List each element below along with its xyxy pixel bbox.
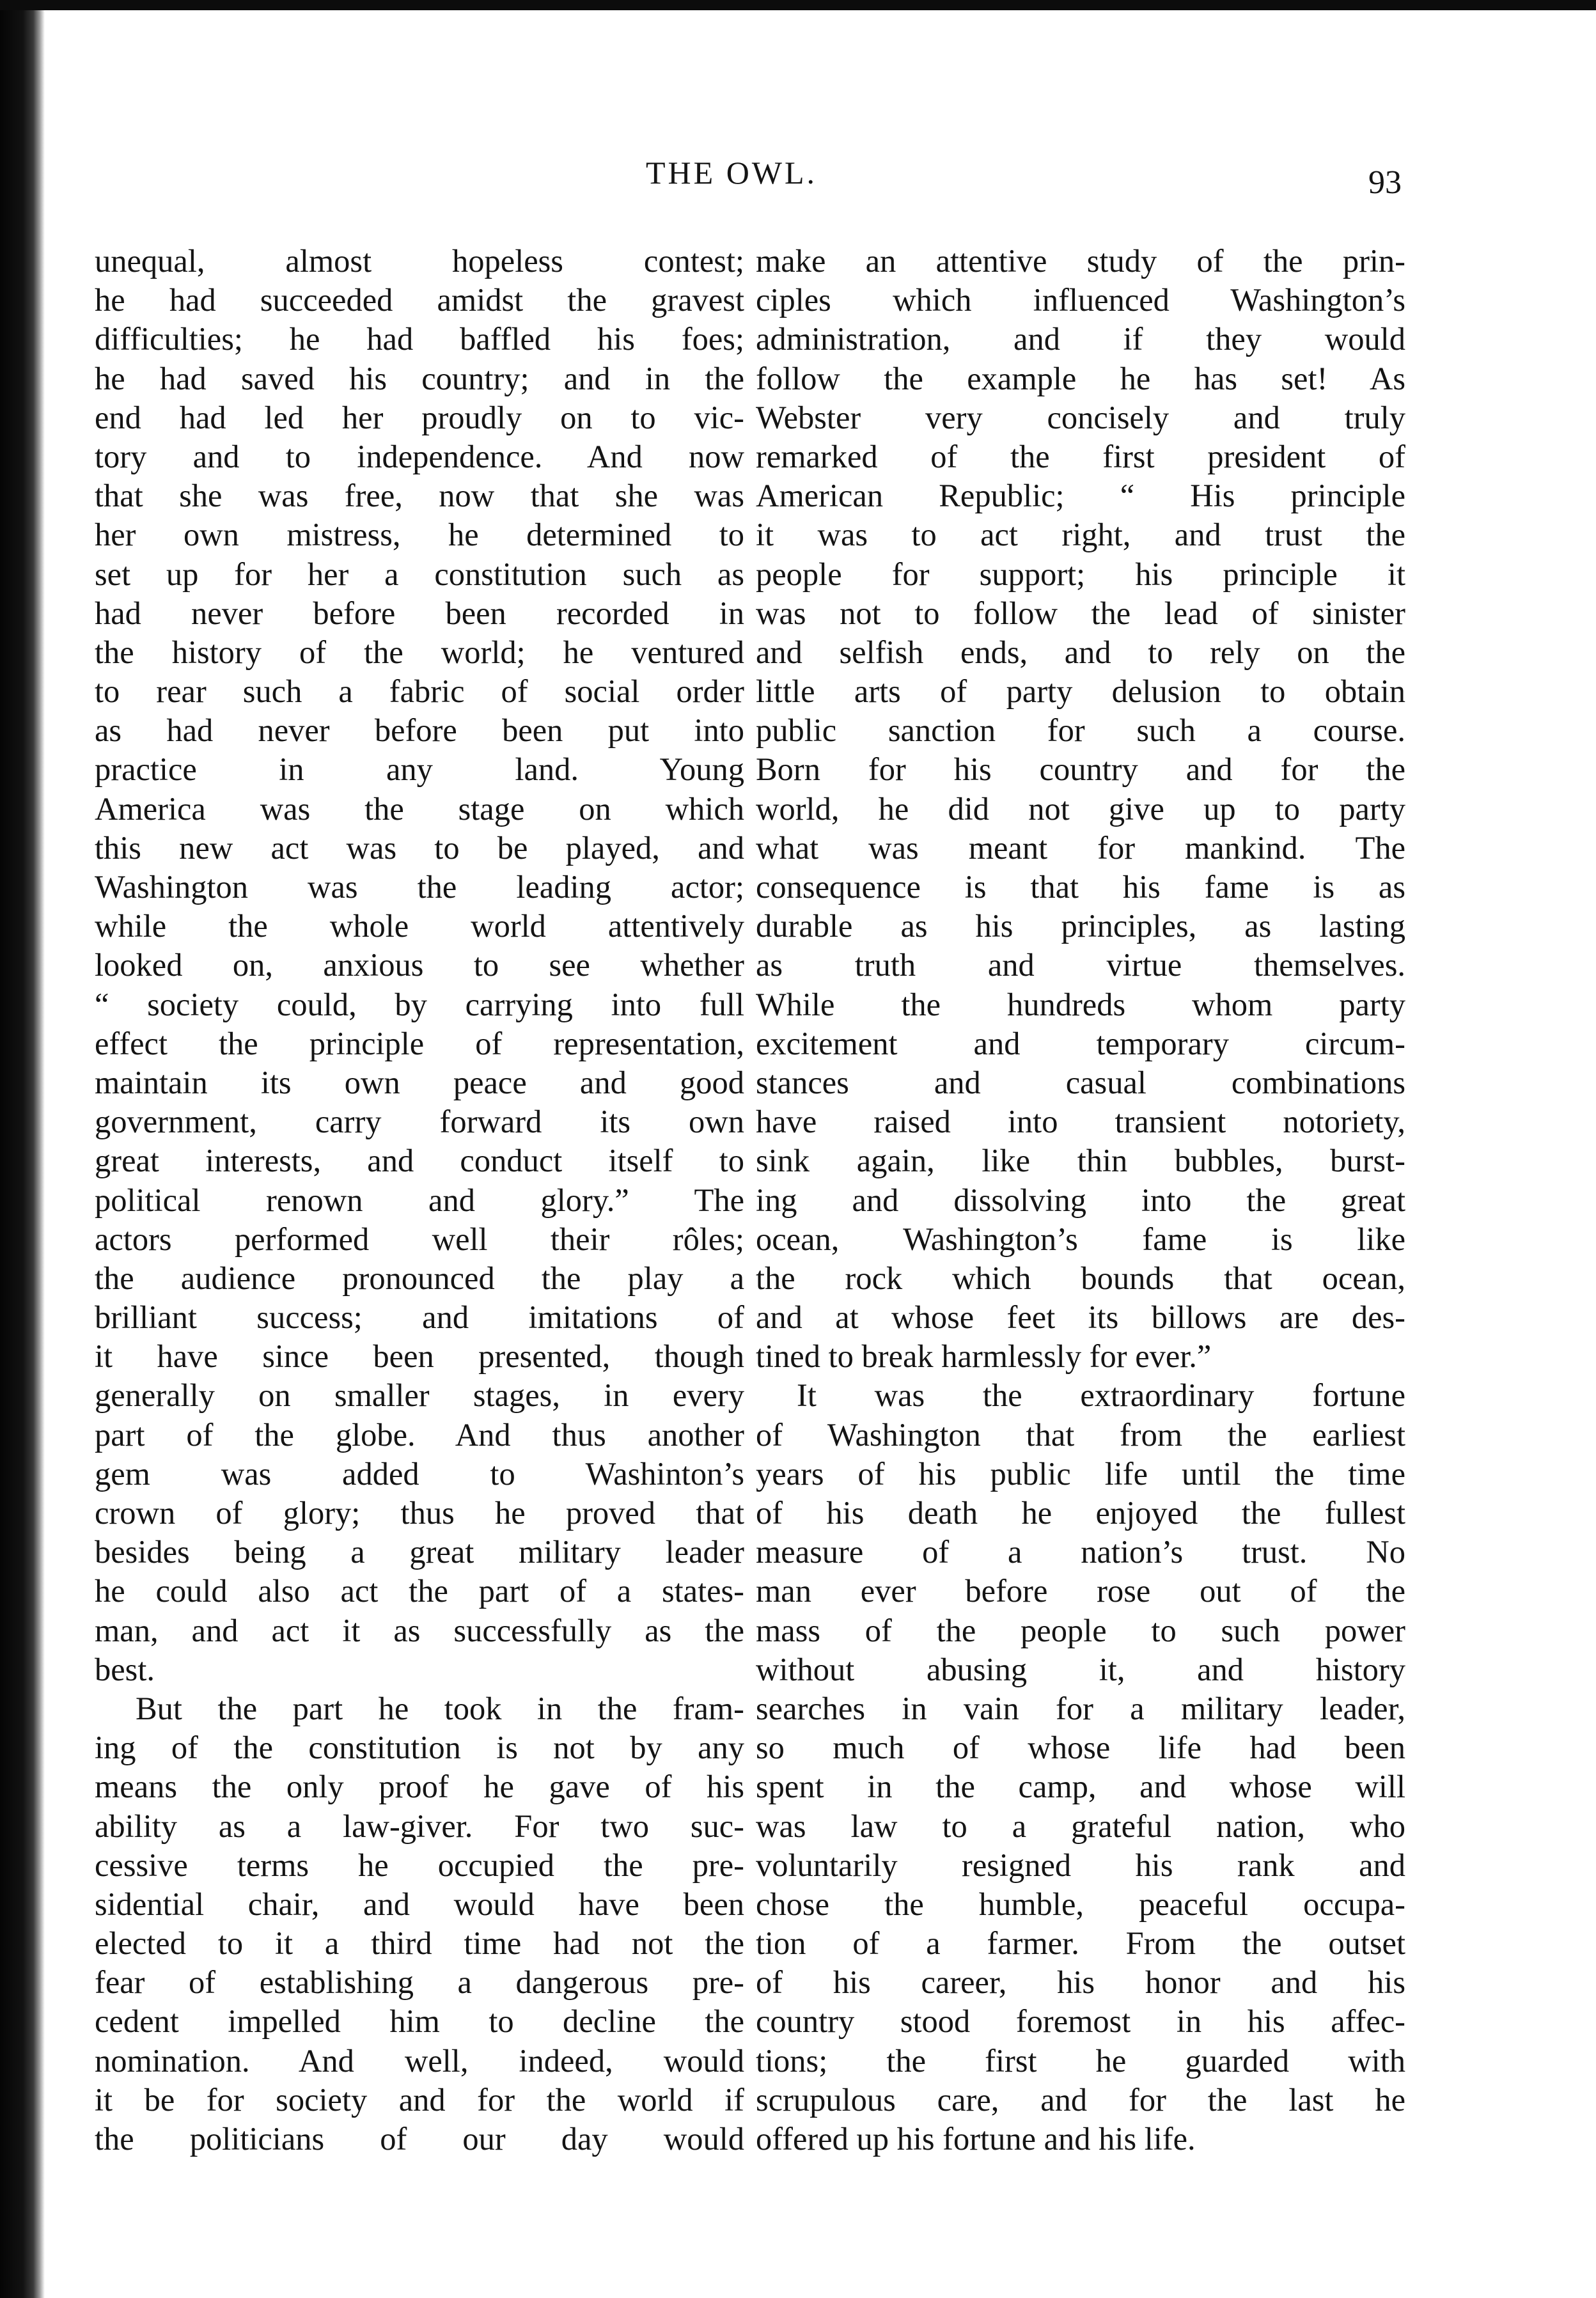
text-line: crown of glory; thus he proved that xyxy=(95,1495,744,1531)
text-line: her own mistress, he determined to xyxy=(95,517,744,553)
text-line: government, carry forward its own xyxy=(95,1104,744,1140)
text-line: people for support; his principle it xyxy=(756,556,1405,592)
text-line: generally on smaller stages, in every xyxy=(95,1377,744,1414)
text-line: what was meant for mankind. The xyxy=(756,829,1405,866)
text-line: American Republic; “ His principle xyxy=(756,478,1405,514)
text-line: and at whose feet its billows are des- xyxy=(756,1299,1405,1336)
text-line: the history of the world; he ventured xyxy=(95,634,744,670)
text-line: ability as a law-giver. For two suc- xyxy=(95,1808,744,1844)
text-column-left xyxy=(95,242,744,2159)
text-line: as had never before been put into xyxy=(95,712,744,749)
text-line: country stood foremost in his affec- xyxy=(756,2003,1405,2040)
text-line: elected to it a third time had not the xyxy=(95,1925,744,1962)
text-line: to rear such a fabric of social order xyxy=(95,673,744,710)
top-edge-rule xyxy=(0,0,1596,10)
text-line: gem was added to Washinton’s xyxy=(95,1455,744,1492)
text-line: the politicians of our day would xyxy=(95,2121,744,2157)
text-line: ocean, Washington’s fame is like xyxy=(756,1221,1405,1257)
text-line: tined to break harmlessly for ever.” xyxy=(756,1338,1212,1375)
text-line: voluntarily resigned his rank and xyxy=(756,1847,1405,1883)
text-line: without abusing it, and history xyxy=(756,1651,1405,1687)
text-line: effect the principle of representation, xyxy=(95,1025,744,1061)
text-line: part of the globe. And thus another xyxy=(95,1416,744,1453)
text-line: nomination. And well, indeed, would xyxy=(95,2042,744,2079)
text-line: had never before been recorded in xyxy=(95,595,744,631)
text-line: as truth and virtue themselves. xyxy=(756,947,1405,983)
text-line: brilliant success; and imitations of xyxy=(95,1299,744,1336)
text-line: it be for society and for the world if xyxy=(95,2081,744,2118)
text-line: this new act was to be played, and xyxy=(95,829,744,866)
text-line: remarked of the first president of xyxy=(756,438,1405,474)
text-line: spent in the camp, and whose will xyxy=(756,1769,1405,1805)
text-line: years of his public life until the time xyxy=(756,1455,1405,1492)
text-line: sink again, like thin bubbles, burst- xyxy=(756,1143,1405,1179)
text-line: ing of the constitution is not by any xyxy=(95,1730,744,1766)
text-line: of Washington that from the earliest xyxy=(756,1416,1405,1453)
text-line: While the hundreds whom party xyxy=(756,986,1405,1022)
text-line: fear of establishing a dangerous pre- xyxy=(95,1964,744,2001)
text-line: world, he did not give up to party xyxy=(756,790,1405,827)
text-column-right xyxy=(756,242,1405,2159)
text-line: sidential chair, and would have been xyxy=(95,1886,744,1922)
text-line: that she was free, now that she was xyxy=(95,478,744,514)
text-line: measure of a nation’s trust. No xyxy=(756,1534,1405,1570)
text-line: cessive terms he occupied the pre- xyxy=(95,1847,744,1883)
text-line: chose the humble, peaceful occupa- xyxy=(756,1886,1405,1922)
text-line: great interests, and conduct itself to xyxy=(95,1143,744,1179)
text-line: consequence is that his fame is as xyxy=(756,869,1405,905)
text-line: ciples which influenced Washington’s xyxy=(756,282,1405,318)
text-line: the audience pronounced the play a xyxy=(95,1260,744,1296)
text-line: it have since been presented, though xyxy=(95,1338,744,1375)
text-line: end had led her proudly on to vic- xyxy=(95,399,744,435)
text-line: But the part he took in the fram- xyxy=(136,1690,744,1726)
text-line: of his career, his honor and his xyxy=(756,1964,1405,2001)
text-line: besides being a great military leader xyxy=(95,1534,744,1570)
text-line: of his death he enjoyed the fullest xyxy=(756,1495,1405,1531)
text-line: he had saved his country; and in the xyxy=(95,360,744,396)
text-line: have raised into transient notoriety, xyxy=(756,1104,1405,1140)
text-line: Born for his country and for the xyxy=(756,751,1405,788)
text-line: practice in any land. Young xyxy=(95,751,744,788)
text-line: man, and act it as successfully as the xyxy=(95,1612,744,1648)
text-line: and selfish ends, and to rely on the xyxy=(756,634,1405,670)
text-line: he could also act the part of a states- xyxy=(95,1573,744,1609)
text-line: it was to act right, and trust the xyxy=(756,517,1405,553)
text-line: “ society could, by carrying into full xyxy=(95,986,744,1022)
text-line: difficulties; he had baffled his foes; xyxy=(95,321,744,357)
text-line: while the whole world attentively xyxy=(95,908,744,944)
running-title: THE OWL. xyxy=(646,155,818,191)
text-line: he had succeeded amidst the gravest xyxy=(95,282,744,318)
text-line: actors performed well their rôles; xyxy=(95,1221,744,1257)
text-line: America was the stage on which xyxy=(95,790,744,827)
text-line: unequal, almost hopeless contest; xyxy=(95,243,744,279)
text-line: political renown and glory.” The xyxy=(95,1182,744,1218)
binding-edge-shadow xyxy=(0,0,45,2298)
text-line: follow the example he has set! As xyxy=(756,360,1405,396)
text-line: offered up his fortune and his life. xyxy=(756,2121,1196,2157)
text-line: administration, and if they would xyxy=(756,321,1405,357)
text-line: mass of the people to such power xyxy=(756,1612,1405,1648)
text-line: means the only proof he gave of his xyxy=(95,1769,744,1805)
text-line: stances and casual combinations xyxy=(756,1064,1405,1100)
text-line: It was the extraordinary fortune xyxy=(797,1377,1405,1414)
text-line: scrupulous care, and for the last he xyxy=(756,2081,1405,2118)
text-line: tions; the first he guarded with xyxy=(756,2042,1405,2079)
text-line: tion of a farmer. From the outset xyxy=(756,1925,1405,1962)
text-line: make an attentive study of the prin- xyxy=(756,243,1405,279)
text-line: so much of whose life had been xyxy=(756,1730,1405,1766)
text-line: looked on, anxious to see whether xyxy=(95,947,744,983)
text-line: searches in vain for a military leader, xyxy=(756,1690,1405,1726)
text-line: was not to follow the lead of sinister xyxy=(756,595,1405,631)
text-line: excitement and temporary circum- xyxy=(756,1025,1405,1061)
text-line: ing and dissolving into the great xyxy=(756,1182,1405,1218)
text-line: was law to a grateful nation, who xyxy=(756,1808,1405,1844)
text-line: public sanction for such a course. xyxy=(756,712,1405,749)
text-line: cedent impelled him to decline the xyxy=(95,2003,744,2040)
text-line: durable as his principles, as lasting xyxy=(756,908,1405,944)
text-line: little arts of party delusion to obtain xyxy=(756,673,1405,710)
text-line: man ever before rose out of the xyxy=(756,1573,1405,1609)
text-line: best. xyxy=(95,1651,155,1687)
text-line: Washington was the leading actor; xyxy=(95,869,744,905)
text-line: Webster very concisely and truly xyxy=(756,399,1405,435)
text-line: set up for her a constitution such as xyxy=(95,556,744,592)
text-line: tory and to independence. And now xyxy=(95,438,744,474)
page-number: 93 xyxy=(1368,164,1402,201)
text-line: the rock which bounds that ocean, xyxy=(756,1260,1405,1296)
text-line: maintain its own peace and good xyxy=(95,1064,744,1100)
